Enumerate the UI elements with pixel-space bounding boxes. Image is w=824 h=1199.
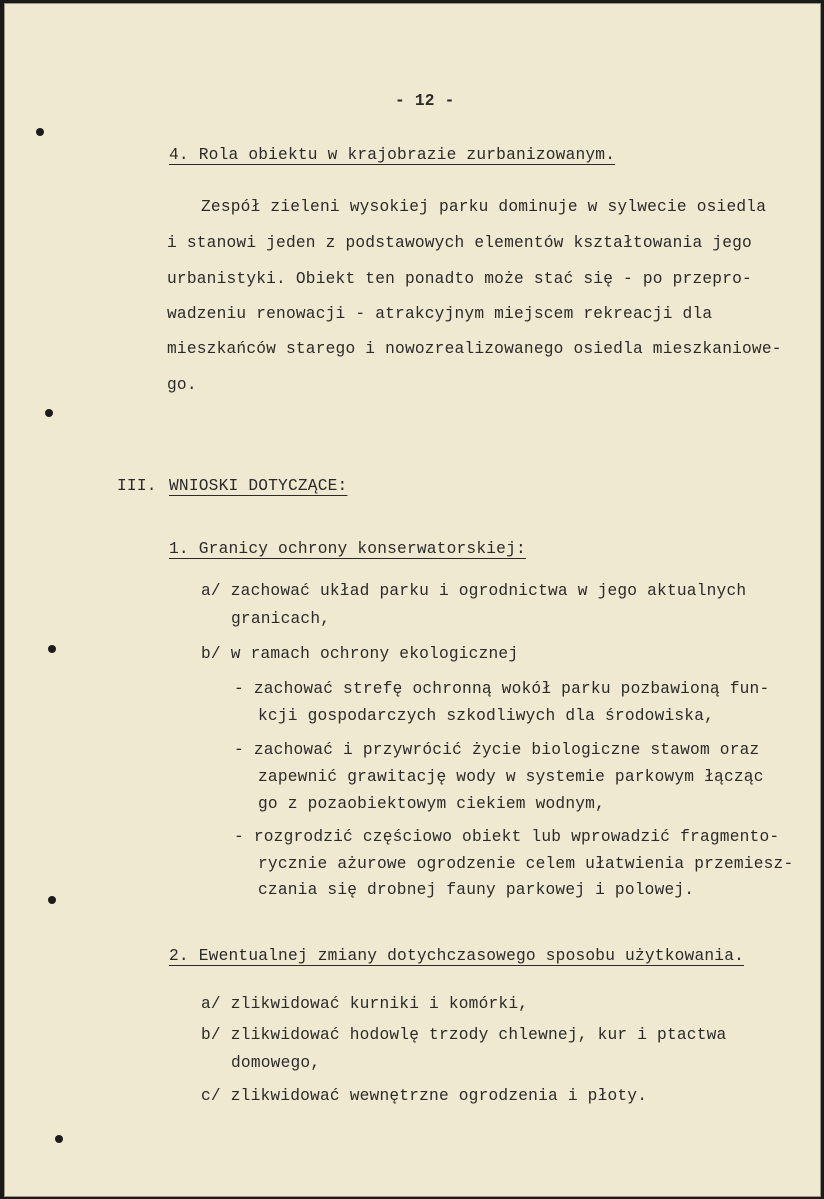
item-1-heading: 1. Granicy ochrony konserwatorskiej: — [169, 540, 526, 558]
item-2-a-line: a/ zlikwidować kurniki i komórki, — [201, 995, 529, 1013]
section-4-line-1: Zespół zieleni wysokiej parku dominuje w sylwecie osiedla — [201, 198, 767, 216]
item-2-b-line-2: domowego, — [231, 1054, 321, 1072]
item-1-a-line-2: granicach, — [231, 610, 331, 628]
item-1-dash-2-line-3: go z pozaobiektowym ciekiem wodnym, — [258, 795, 605, 813]
document-page — [4, 3, 821, 1197]
item-1-b-line: b/ w ramach ochrony ekologicznej — [201, 645, 519, 663]
item-1-dash-3-line-3: czania się drobnej fauny parkowej i polowej. — [258, 881, 695, 899]
chapter-3-numeral: III. — [117, 477, 157, 495]
item-1-dash-3-line-2: rycznie ażurowe ogrodzenie celem ułatwienia przemiesz- — [258, 855, 794, 873]
section-4-line-3: urbanistyki. Obiekt ten ponadto może stać się - po przepro- — [167, 270, 752, 288]
chapter-3-title: WNIOSKI DOTYCZĄCE: — [169, 477, 348, 495]
item-1-dash-1-line-2: kcji gospodarczych szkodliwych dla środowiska, — [258, 707, 715, 725]
item-1-dash-2-line-2: zapewnić grawitację wody w systemie parkowym łącząc — [258, 768, 764, 786]
item-1-dash-3-line-1: - rozgrodzić częściowo obiekt lub wprowadzić fragmento- — [234, 828, 780, 846]
page-number: - 12 - — [395, 92, 455, 110]
item-2-c-line: c/ zlikwidować wewnętrzne ogrodzenia i płoty. — [201, 1087, 648, 1105]
section-4-heading: 4. Rola obiektu w krajobrazie zurbanizowanym. — [169, 146, 616, 164]
item-2-b-line-1: b/ zlikwidować hodowlę trzody chlewnej, kur i ptactwa — [201, 1026, 727, 1044]
punch-hole-mark — [55, 1135, 63, 1143]
section-4-line-2: i stanowi jeden z podstawowych elementów kształtowania jego — [167, 234, 752, 252]
punch-hole-mark — [48, 645, 56, 653]
item-1-dash-2-line-1: - zachować i przywrócić życie biologiczne stawom oraz — [234, 741, 760, 759]
section-4-line-6: go. — [167, 376, 197, 394]
punch-hole-mark — [36, 128, 44, 136]
punch-hole-mark — [45, 409, 53, 417]
section-4-line-4: wadzeniu renowacji - atrakcyjnym miejscem rekreacji dla — [167, 305, 713, 323]
item-2-heading: 2. Ewentualnej zmiany dotychczasowego sposobu użytkowania. — [169, 947, 745, 965]
punch-hole-mark — [48, 896, 56, 904]
section-4-line-5: mieszkańców starego i nowozrealizowanego osiedla mieszkaniowe- — [167, 340, 782, 358]
item-1-a-line-1: a/ zachować układ parku i ogrodnictwa w jego aktualnych — [201, 582, 747, 600]
item-1-dash-1-line-1: - zachować strefę ochronną wokół parku pozbawioną fun- — [234, 680, 770, 698]
